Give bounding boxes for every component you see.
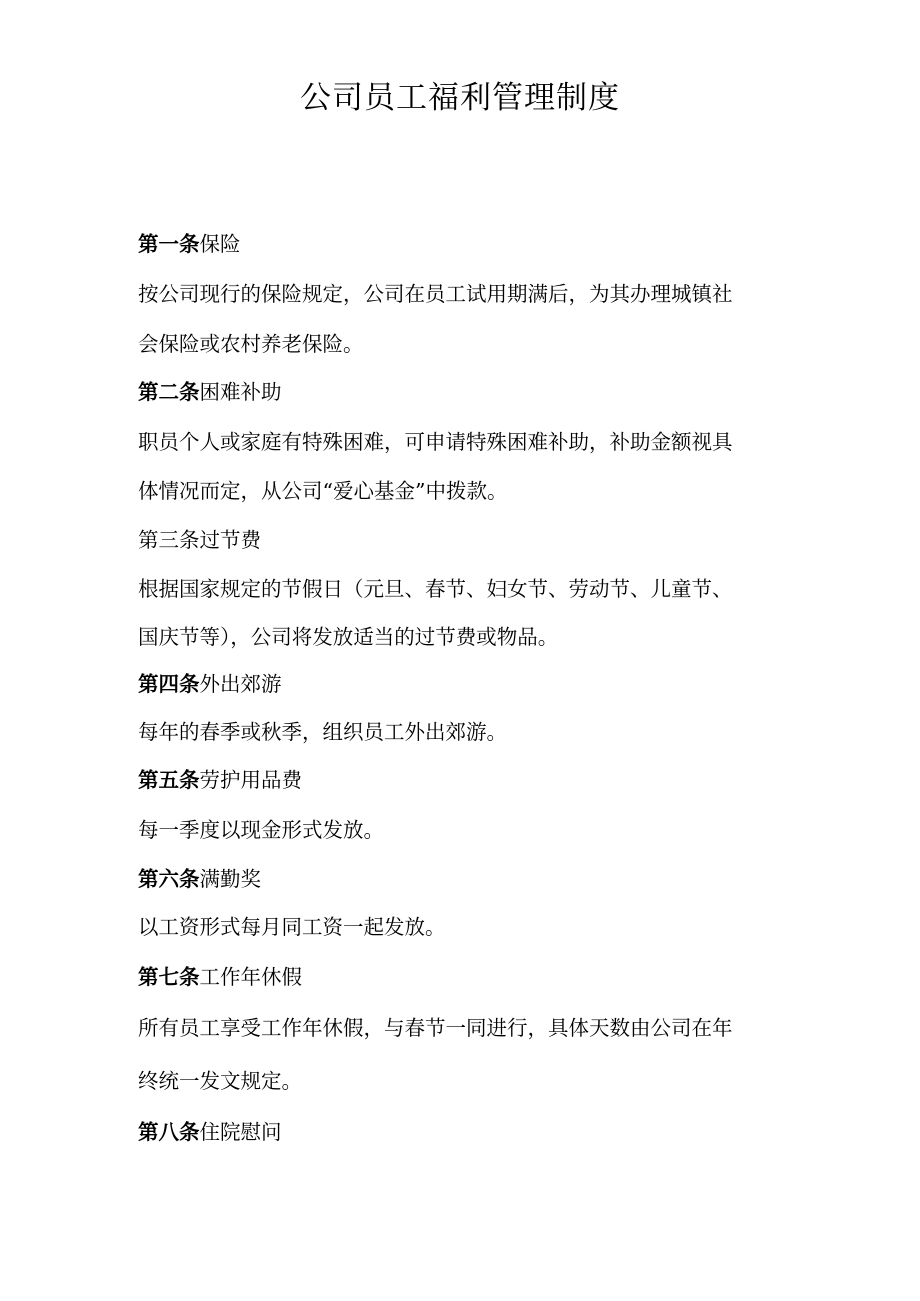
article-heading: [138, 669, 778, 699]
article-title: 保险: [199, 232, 241, 256]
article-number: 第七条: [138, 965, 200, 989]
article-number: 第五条: [138, 768, 200, 792]
article-title: 工作年休假: [199, 965, 302, 989]
article-body-line: 每年的春季或秋季，组织员工外出郊游。: [138, 720, 507, 744]
document-title: 公司员工福利管理制度: [300, 80, 620, 116]
article-body-line: 职员个人或家庭有特殊困难，可申请特殊困难补助，补助金额视具: [138, 430, 733, 454]
article-body-line: 终统一发文规定。: [138, 1069, 302, 1093]
article-heading: [138, 1117, 778, 1147]
article-body-line: 国庆节等），公司将发放适当的过节费或物品。: [138, 625, 559, 649]
article-title: 外出郊游: [199, 672, 282, 696]
article-body-line: 所有员工享受工作年休假，与春节一同进行，具体天数由公司在年: [138, 1016, 733, 1040]
article-title: 困难补助: [199, 380, 282, 404]
article-heading: [138, 765, 778, 795]
article-number: 第六条: [138, 867, 200, 891]
article-number: 第一条: [138, 232, 200, 256]
article-body-line: 按公司现行的保险规定，公司在员工试用期满后，为其办理城镇社: [138, 282, 733, 306]
article-title: 劳护用品费: [199, 768, 302, 792]
article-heading: [138, 525, 778, 555]
article-title: 满勤奖: [199, 867, 261, 891]
article-heading: [138, 377, 778, 407]
article-number: 第三条: [138, 528, 200, 552]
article-heading: [138, 962, 778, 992]
article-number: 第四条: [138, 672, 200, 696]
article-title: 过节费: [199, 528, 261, 552]
article-body-line: 体情况而定，从公司“爱心基金”中拨款。: [138, 479, 508, 503]
article-heading: [138, 229, 778, 259]
article-heading: [138, 864, 778, 894]
article-body-line: 根据国家规定的节假日（元旦、春节、妇女节、劳动节、儿童节、: [138, 577, 733, 601]
article-body-line: 会保险或农村养老保险。: [138, 332, 364, 356]
article-title: 住院慰问: [199, 1120, 282, 1144]
article-body-line: 每一季度以现金形式发放。: [138, 818, 384, 842]
article-body-line: 以工资形式每月同工资一起发放。: [138, 915, 446, 939]
article-number: 第八条: [138, 1120, 200, 1144]
article-number: 第二条: [138, 380, 200, 404]
